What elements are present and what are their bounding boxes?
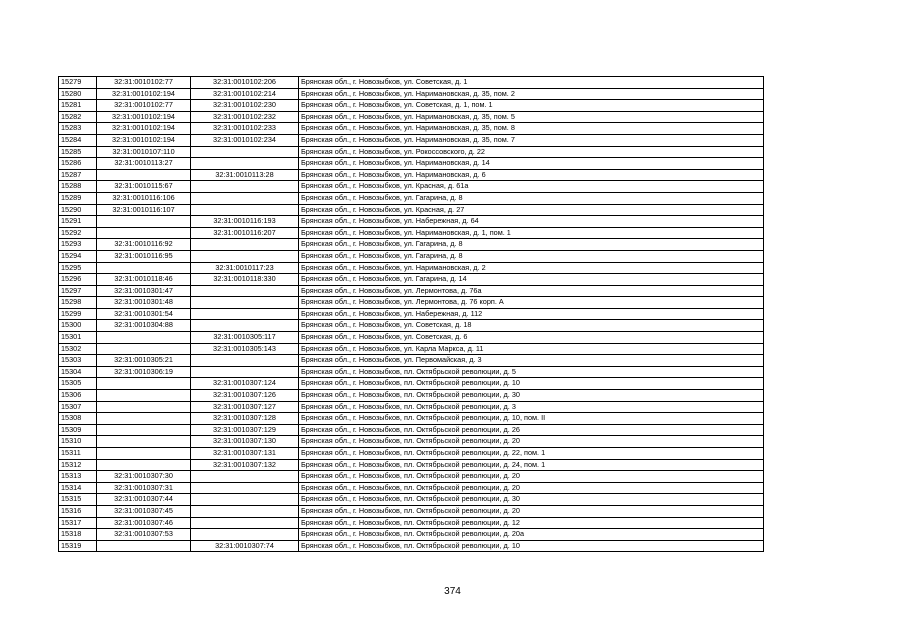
table-row [59, 355, 764, 367]
row-number-cell: 15279 [59, 77, 97, 89]
table-row [59, 239, 764, 251]
address-cell: Брянская обл., г. Новозыбков, пл. Октябрьской революции, д. 30 [299, 494, 764, 506]
address-cell: Брянская обл., г. Новозыбков, пл. Октябрьской революции, д. 3 [299, 401, 764, 413]
object-number-cell: 32:31:0010305:143 [191, 343, 299, 355]
cadastral-number-cell: 32:31:0010301:54 [97, 308, 191, 320]
cadastral-number-cell [97, 169, 191, 181]
table-row [59, 158, 764, 170]
row-number-cell: 15293 [59, 239, 97, 251]
cadastral-number-cell: 32:31:0010102:194 [97, 123, 191, 135]
object-number-cell [191, 192, 299, 204]
table-row [59, 111, 764, 123]
table-row [59, 123, 764, 135]
cadastral-number-cell: 32:31:0010307:31 [97, 482, 191, 494]
address-cell: Брянская обл., г. Новозыбков, пл. Октябрьской революции, д. 20 [299, 436, 764, 448]
table-row [59, 436, 764, 448]
cadastral-number-cell: 32:31:0010304:88 [97, 320, 191, 332]
row-number-cell: 15310 [59, 436, 97, 448]
address-cell: Брянская обл., г. Новозыбков, ул. Советская, д. 6 [299, 332, 764, 344]
table-row [59, 529, 764, 541]
address-cell: Брянская обл., г. Новозыбков, ул. Наримановская, д. 6 [299, 169, 764, 181]
cadastral-number-cell: 32:31:0010113:27 [97, 158, 191, 170]
cadastral-number-cell [97, 262, 191, 274]
object-number-cell [191, 505, 299, 517]
row-number-cell: 15288 [59, 181, 97, 193]
address-cell: Брянская обл., г. Новозыбков, ул. Наримановская, д. 1, пом. 1 [299, 227, 764, 239]
row-number-cell: 15316 [59, 505, 97, 517]
object-number-cell: 32:31:0010117:23 [191, 262, 299, 274]
row-number-cell: 15296 [59, 274, 97, 286]
object-number-cell: 32:31:0010307:131 [191, 448, 299, 460]
row-number-cell: 15314 [59, 482, 97, 494]
row-number-cell: 15318 [59, 529, 97, 541]
cadastral-number-cell: 32:31:0010102:194 [97, 111, 191, 123]
object-number-cell: 32:31:0010307:74 [191, 540, 299, 552]
address-cell: Брянская обл., г. Новозыбков, ул. Карла Маркса, д. 11 [299, 343, 764, 355]
row-number-cell: 15286 [59, 158, 97, 170]
table-row [59, 204, 764, 216]
address-cell: Брянская обл., г. Новозыбков, пл. Октябрьской революции, д. 30 [299, 390, 764, 402]
address-cell: Брянская обл., г. Новозыбков, ул. Наримановская, д. 14 [299, 158, 764, 170]
object-number-cell [191, 494, 299, 506]
row-number-cell: 15309 [59, 424, 97, 436]
cadastral-number-cell [97, 216, 191, 228]
row-number-cell: 15282 [59, 111, 97, 123]
object-number-cell [191, 517, 299, 529]
row-number-cell: 15287 [59, 169, 97, 181]
address-cell: Брянская обл., г. Новозыбков, пл. Октябрьской революции, д. 5 [299, 366, 764, 378]
address-cell: Брянская обл., г. Новозыбков, ул. Наримановская, д. 35, пом. 5 [299, 111, 764, 123]
address-cell: Брянская обл., г. Новозыбков, ул. Наримановская, д. 2 [299, 262, 764, 274]
table-body [59, 77, 764, 552]
row-number-cell: 15284 [59, 134, 97, 146]
address-cell: Брянская обл., г. Новозыбков, ул. Красная, д. 27 [299, 204, 764, 216]
cadastral-number-cell: 32:31:0010118:46 [97, 274, 191, 286]
row-number-cell: 15311 [59, 448, 97, 460]
address-cell: Брянская обл., г. Новозыбков, пл. Октябрьской революции, д. 20 [299, 482, 764, 494]
table-row [59, 285, 764, 297]
row-number-cell: 15312 [59, 459, 97, 471]
cadastral-number-cell: 32:31:0010307:44 [97, 494, 191, 506]
row-number-cell: 15307 [59, 401, 97, 413]
address-cell: Брянская обл., г. Новозыбков, ул. Красная, д. 61а [299, 181, 764, 193]
object-number-cell [191, 158, 299, 170]
row-number-cell: 15290 [59, 204, 97, 216]
address-cell: Брянская обл., г. Новозыбков, пл. Октябрьской революции, д. 24, пом. 1 [299, 459, 764, 471]
table-row [59, 401, 764, 413]
table-row [59, 413, 764, 425]
row-number-cell: 15280 [59, 88, 97, 100]
address-cell: Брянская обл., г. Новозыбков, ул. Гагарина, д. 8 [299, 239, 764, 251]
object-number-cell: 32:31:0010102:230 [191, 100, 299, 112]
object-number-cell [191, 366, 299, 378]
table-row [59, 88, 764, 100]
row-number-cell: 15317 [59, 517, 97, 529]
row-number-cell: 15308 [59, 413, 97, 425]
cadastral-number-cell [97, 459, 191, 471]
address-cell: Брянская обл., г. Новозыбков, ул. Советская, д. 1, пом. 1 [299, 100, 764, 112]
address-cell: Брянская обл., г. Новозыбков, ул. Наримановская, д. 35, пом. 2 [299, 88, 764, 100]
cadastral-number-cell: 32:31:0010107:110 [97, 146, 191, 158]
row-number-cell: 15313 [59, 471, 97, 483]
cadastral-number-cell [97, 227, 191, 239]
object-number-cell [191, 308, 299, 320]
table-row [59, 100, 764, 112]
table-row [59, 517, 764, 529]
row-number-cell: 15306 [59, 390, 97, 402]
row-number-cell: 15285 [59, 146, 97, 158]
address-cell: Брянская обл., г. Новозыбков, ул. Советская, д. 18 [299, 320, 764, 332]
table-row [59, 459, 764, 471]
table-row [59, 320, 764, 332]
object-number-cell: 32:31:0010305:117 [191, 332, 299, 344]
table-row [59, 134, 764, 146]
cadastral-number-cell [97, 401, 191, 413]
cadastral-number-cell: 32:31:0010307:45 [97, 505, 191, 517]
cadastral-number-cell: 32:31:0010102:194 [97, 88, 191, 100]
table-row [59, 169, 764, 181]
row-number-cell: 15292 [59, 227, 97, 239]
address-cell: Брянская обл., г. Новозыбков, пл. Октябрьской революции, д. 20а [299, 529, 764, 541]
address-cell: Брянская обл., г. Новозыбков, ул. Рокоссовского, д. 22 [299, 146, 764, 158]
cadastral-number-cell [97, 436, 191, 448]
cadastral-number-cell: 32:31:0010307:53 [97, 529, 191, 541]
address-cell: Брянская обл., г. Новозыбков, пл. Октябрьской революции, д. 10 [299, 540, 764, 552]
table-row [59, 482, 764, 494]
object-number-cell: 32:31:0010307:128 [191, 413, 299, 425]
cadastral-number-cell: 32:31:0010305:21 [97, 355, 191, 367]
page-number: 374 [444, 586, 461, 597]
row-number-cell: 15303 [59, 355, 97, 367]
address-cell: Брянская обл., г. Новозыбков, пл. Октябрьской революции, д. 10 [299, 378, 764, 390]
cadastral-number-cell [97, 390, 191, 402]
table-row [59, 77, 764, 89]
address-cell: Брянская обл., г. Новозыбков, ул. Набережная, д. 64 [299, 216, 764, 228]
address-cell: Брянская обл., г. Новозыбков, ул. Лермонтова, д. 76а [299, 285, 764, 297]
table-row [59, 227, 764, 239]
object-number-cell: 32:31:0010307:132 [191, 459, 299, 471]
object-number-cell: 32:31:0010102:206 [191, 77, 299, 89]
cadastral-number-cell: 32:31:0010116:106 [97, 192, 191, 204]
cadastral-number-cell [97, 378, 191, 390]
cadastral-number-cell [97, 540, 191, 552]
row-number-cell: 15302 [59, 343, 97, 355]
object-number-cell: 32:31:0010307:127 [191, 401, 299, 413]
row-number-cell: 15283 [59, 123, 97, 135]
cadastral-number-cell: 32:31:0010116:92 [97, 239, 191, 251]
table-row [59, 540, 764, 552]
object-number-cell: 32:31:0010102:233 [191, 123, 299, 135]
cadastral-table [58, 76, 764, 552]
object-number-cell [191, 239, 299, 251]
table-row [59, 448, 764, 460]
table-row [59, 146, 764, 158]
object-number-cell [191, 285, 299, 297]
row-number-cell: 15295 [59, 262, 97, 274]
address-cell: Брянская обл., г. Новозыбков, ул. Советская, д. 1 [299, 77, 764, 89]
object-number-cell [191, 471, 299, 483]
object-number-cell [191, 146, 299, 158]
cadastral-number-cell: 32:31:0010307:46 [97, 517, 191, 529]
row-number-cell: 15319 [59, 540, 97, 552]
object-number-cell: 32:31:0010116:207 [191, 227, 299, 239]
table-row [59, 366, 764, 378]
cadastral-number-cell: 32:31:0010306:19 [97, 366, 191, 378]
cadastral-number-cell: 32:31:0010301:48 [97, 297, 191, 309]
object-number-cell [191, 482, 299, 494]
address-cell: Брянская обл., г. Новозыбков, пл. Октябрьской революции, д. 22, пом. 1 [299, 448, 764, 460]
row-number-cell: 15289 [59, 192, 97, 204]
table-row [59, 250, 764, 262]
cadastral-number-cell: 32:31:0010115:67 [97, 181, 191, 193]
table-row [59, 192, 764, 204]
object-number-cell: 32:31:0010116:193 [191, 216, 299, 228]
address-cell: Брянская обл., г. Новозыбков, пл. Октябрьской революции, д. 12 [299, 517, 764, 529]
table-row [59, 378, 764, 390]
table-row [59, 424, 764, 436]
address-cell: Брянская обл., г. Новозыбков, ул. Лермонтова, д. 76 корп. А [299, 297, 764, 309]
row-number-cell: 15301 [59, 332, 97, 344]
object-number-cell: 32:31:0010102:232 [191, 111, 299, 123]
table-row [59, 262, 764, 274]
address-cell: Брянская обл., г. Новозыбков, ул. Набережная, д. 112 [299, 308, 764, 320]
cadastral-number-cell: 32:31:0010307:30 [97, 471, 191, 483]
cadastral-number-cell [97, 448, 191, 460]
row-number-cell: 15294 [59, 250, 97, 262]
address-cell: Брянская обл., г. Новозыбков, ул. Гагарина, д. 8 [299, 192, 764, 204]
cadastral-number-cell: 32:31:0010102:77 [97, 100, 191, 112]
object-number-cell: 32:31:0010307:124 [191, 378, 299, 390]
address-cell: Брянская обл., г. Новозыбков, ул. Первомайская, д. 3 [299, 355, 764, 367]
cadastral-number-cell [97, 413, 191, 425]
object-number-cell: 32:31:0010118:330 [191, 274, 299, 286]
object-number-cell [191, 181, 299, 193]
row-number-cell: 15300 [59, 320, 97, 332]
table-row [59, 390, 764, 402]
object-number-cell [191, 529, 299, 541]
row-number-cell: 15299 [59, 308, 97, 320]
row-number-cell: 15315 [59, 494, 97, 506]
address-cell: Брянская обл., г. Новозыбков, ул. Наримановская, д. 35, пом. 8 [299, 123, 764, 135]
address-cell: Брянская обл., г. Новозыбков, пл. Октябрьской революции, д. 26 [299, 424, 764, 436]
row-number-cell: 15281 [59, 100, 97, 112]
object-number-cell [191, 204, 299, 216]
object-number-cell: 32:31:0010113:28 [191, 169, 299, 181]
cadastral-number-cell: 32:31:0010102:77 [97, 77, 191, 89]
cadastral-number-cell: 32:31:0010301:47 [97, 285, 191, 297]
object-number-cell [191, 297, 299, 309]
object-number-cell [191, 250, 299, 262]
address-cell: Брянская обл., г. Новозыбков, пл. Октябрьской революции, д. 20 [299, 471, 764, 483]
cadastral-number-cell [97, 424, 191, 436]
object-number-cell: 32:31:0010102:234 [191, 134, 299, 146]
table-row [59, 505, 764, 517]
table-row [59, 494, 764, 506]
table-row [59, 343, 764, 355]
object-number-cell: 32:31:0010307:126 [191, 390, 299, 402]
cadastral-number-cell: 32:31:0010116:107 [97, 204, 191, 216]
cadastral-number-cell: 32:31:0010116:95 [97, 250, 191, 262]
address-cell: Брянская обл., г. Новозыбков, пл. Октябрьской революции, д. 20 [299, 505, 764, 517]
cadastral-number-cell [97, 343, 191, 355]
cadastral-number-cell: 32:31:0010102:194 [97, 134, 191, 146]
object-number-cell [191, 320, 299, 332]
row-number-cell: 15291 [59, 216, 97, 228]
row-number-cell: 15297 [59, 285, 97, 297]
row-number-cell: 15304 [59, 366, 97, 378]
table-row [59, 274, 764, 286]
address-cell: Брянская обл., г. Новозыбков, ул. Гагарина, д. 8 [299, 250, 764, 262]
object-number-cell: 32:31:0010102:214 [191, 88, 299, 100]
cadastral-number-cell [97, 332, 191, 344]
object-number-cell: 32:31:0010307:129 [191, 424, 299, 436]
object-number-cell [191, 355, 299, 367]
table-row [59, 297, 764, 309]
table-row [59, 181, 764, 193]
table-row [59, 308, 764, 320]
address-cell: Брянская обл., г. Новозыбков, ул. Гагарина, д. 14 [299, 274, 764, 286]
row-number-cell: 15305 [59, 378, 97, 390]
address-cell: Брянская обл., г. Новозыбков, пл. Октябрьской революции, д. 10, пом. II [299, 413, 764, 425]
object-number-cell: 32:31:0010307:130 [191, 436, 299, 448]
row-number-cell: 15298 [59, 297, 97, 309]
table-row [59, 216, 764, 228]
address-cell: Брянская обл., г. Новозыбков, ул. Наримановская, д. 35, пом. 7 [299, 134, 764, 146]
table-row [59, 471, 764, 483]
table-row [59, 332, 764, 344]
